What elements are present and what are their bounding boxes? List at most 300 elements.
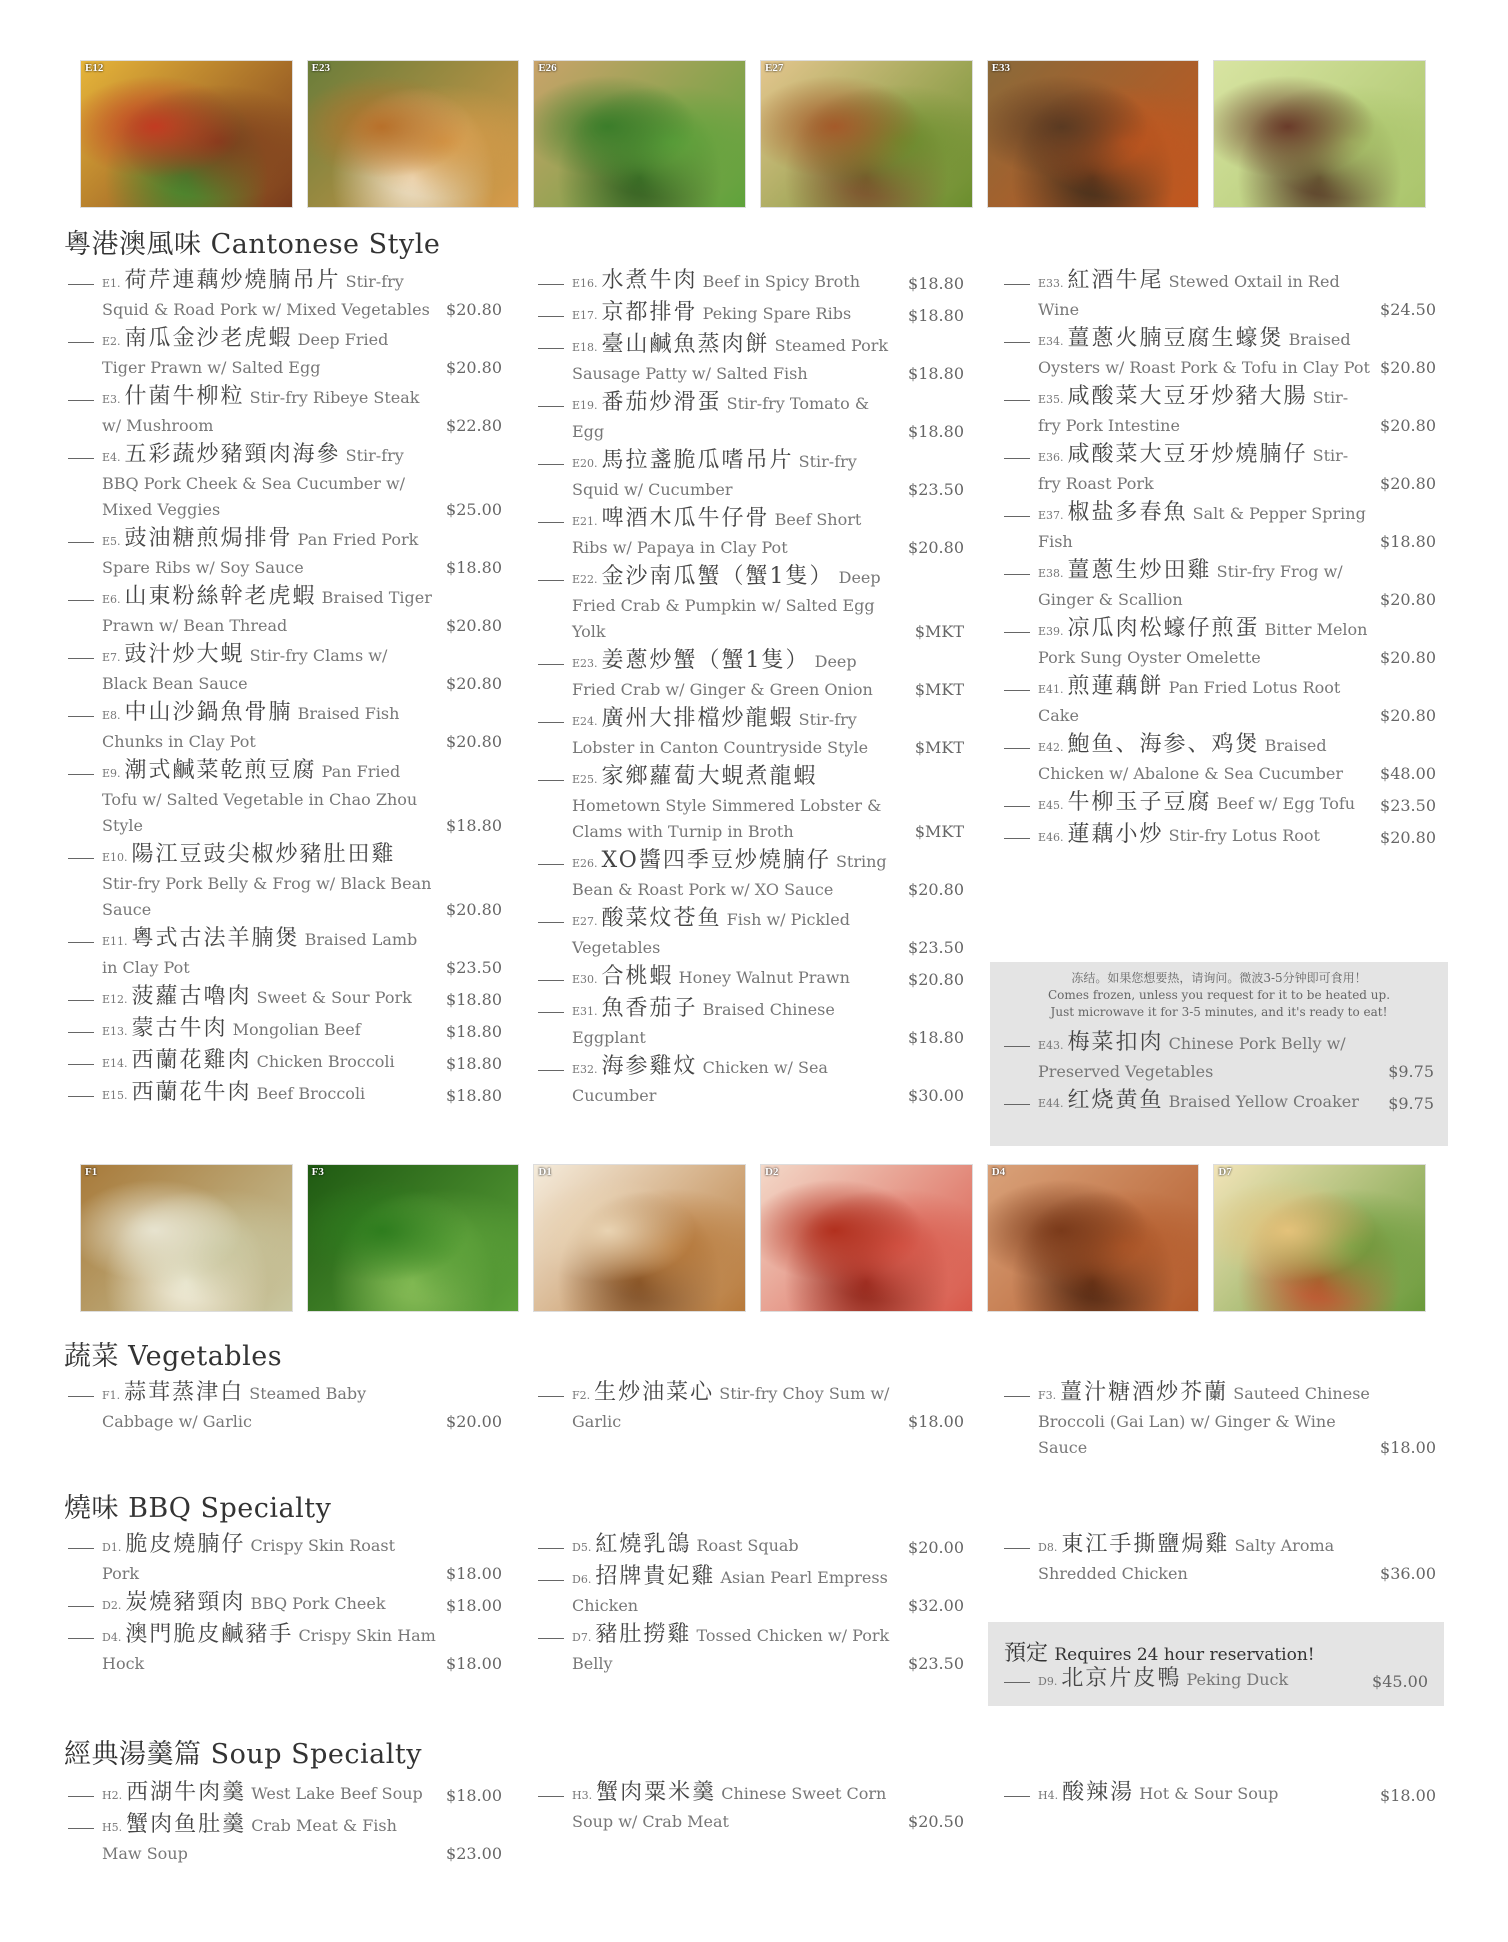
vegetables-column-1 bbox=[68, 1380, 502, 1438]
item-name-en: Salt & Pepper Spring Fish bbox=[1038, 504, 1366, 551]
item-price: $20.80 bbox=[908, 970, 964, 989]
item-name-zh: 合桃蝦 bbox=[601, 964, 674, 989]
item-name-en: Steamed Baby Cabbage w/ Garlic bbox=[102, 1384, 367, 1431]
photo-strip-middle bbox=[80, 1164, 1426, 1312]
item-name-zh: 煎蓮藕餅 bbox=[1067, 674, 1164, 699]
item-name-zh: 海参雞炆 bbox=[601, 1054, 698, 1079]
item-name-en: Salty Aroma Shredded Chicken bbox=[1038, 1536, 1335, 1583]
item-price: $9.75 bbox=[1388, 1062, 1434, 1081]
item-name-zh: 招牌貴妃雞 bbox=[595, 1564, 716, 1589]
item-price: $18.80 bbox=[908, 422, 964, 441]
item-code: E44. bbox=[1038, 1097, 1064, 1110]
order-blank-line[interactable] bbox=[1004, 1046, 1030, 1047]
item-code: E20. bbox=[572, 457, 598, 470]
dish-photo-code: D2 bbox=[765, 1166, 779, 1178]
item-price: $30.00 bbox=[908, 1086, 964, 1105]
item-name-zh: 鮑鱼、海参、鸡煲 bbox=[1067, 732, 1260, 757]
item-name-en: Honey Walnut Prawn bbox=[678, 968, 850, 987]
dish-photo-code: E33 bbox=[991, 62, 1011, 74]
item-name-en: Beef in Spicy Broth bbox=[702, 272, 861, 291]
cantonese-column-2 bbox=[538, 268, 964, 1112]
item-name-en: Crispy Skin Ham Hock bbox=[102, 1626, 436, 1673]
item-code: D9. bbox=[1038, 1675, 1058, 1688]
order-blank-line[interactable] bbox=[538, 406, 564, 407]
item-name-en: Stir-fry Pork Belly & Frog w/ Black Bean Sauce bbox=[102, 874, 432, 919]
item-name-zh: 紅酒牛尾 bbox=[1067, 268, 1164, 293]
item-code: D4. bbox=[102, 1631, 122, 1644]
item-price: $MKT bbox=[914, 738, 964, 757]
dish-photo-code: F3 bbox=[311, 1166, 324, 1178]
order-blank-line[interactable] bbox=[68, 1096, 94, 1097]
order-blank-line[interactable] bbox=[1004, 838, 1030, 839]
menu-item bbox=[68, 442, 502, 523]
item-name-en: Beef w/ Egg Tofu bbox=[1216, 794, 1356, 813]
menu-item bbox=[68, 526, 502, 581]
menu-item bbox=[1004, 500, 1436, 555]
menu-item bbox=[538, 996, 964, 1051]
section-title-soup: 經典湯羹篇 Soup Specialty bbox=[64, 1739, 422, 1770]
order-blank-line[interactable] bbox=[68, 284, 94, 285]
menu-item bbox=[1004, 674, 1436, 729]
item-code: E9. bbox=[102, 767, 121, 780]
dish-photo bbox=[533, 60, 746, 208]
item-code: E13. bbox=[102, 1025, 128, 1038]
item-price: $18.80 bbox=[908, 306, 964, 325]
menu-item bbox=[538, 1780, 964, 1835]
item-code: E1. bbox=[102, 277, 121, 290]
menu-item bbox=[1004, 790, 1436, 819]
section-title-cantonese: 粵港澳風味 Cantonese Style bbox=[64, 229, 441, 260]
item-name-zh: 家鄉蘿蔔大蜆煮龍蝦 bbox=[601, 764, 818, 789]
item-code: E24. bbox=[572, 715, 598, 728]
menu-item bbox=[1004, 732, 1436, 787]
item-name-zh: 什菌牛柳粒 bbox=[124, 384, 245, 409]
item-code: H2. bbox=[102, 1789, 123, 1802]
item-name-en: Braised Oysters w/ Roast Pork & Tofu in Clay Pot bbox=[1038, 330, 1370, 377]
item-name-en: BBQ Pork Cheek bbox=[250, 1594, 386, 1613]
menu-item bbox=[68, 1048, 502, 1077]
item-name-zh: 西蘭花牛肉 bbox=[131, 1080, 252, 1105]
item-price: $23.50 bbox=[908, 480, 964, 499]
item-name-en: Sauteed Chinese Broccoli (Gai Lan) w/ Ginger & Wine Sauce bbox=[1038, 1384, 1370, 1457]
item-price: $18.00 bbox=[1380, 1438, 1436, 1457]
order-blank-line[interactable] bbox=[68, 658, 94, 659]
section-title-vegetables: 蔬菜 Vegetables bbox=[64, 1341, 283, 1372]
item-code: E23. bbox=[572, 657, 598, 670]
dish-photo bbox=[1213, 60, 1426, 208]
order-blank-line[interactable] bbox=[1004, 516, 1030, 517]
item-name-en: Chinese Pork Belly w/ Preserved Vegetables bbox=[1038, 1034, 1346, 1081]
item-price: $18.80 bbox=[1380, 532, 1436, 551]
order-blank-line[interactable] bbox=[68, 458, 94, 459]
order-blank-line[interactable] bbox=[68, 1638, 94, 1639]
menu-item bbox=[68, 1780, 502, 1809]
item-name-en: Peking Spare Ribs bbox=[702, 304, 852, 323]
menu-item bbox=[538, 506, 964, 561]
item-price: $18.80 bbox=[908, 274, 964, 293]
dish-photo-code: D1 bbox=[538, 1166, 552, 1178]
menu-item bbox=[538, 848, 964, 903]
item-price: $18.00 bbox=[446, 1654, 502, 1673]
order-blank-line[interactable] bbox=[1004, 458, 1030, 459]
item-name-zh: 牛柳玉子豆腐 bbox=[1067, 790, 1212, 815]
item-price: $20.80 bbox=[446, 300, 502, 319]
item-code: E14. bbox=[102, 1057, 128, 1070]
item-name-zh: 豉油糖煎焗排骨 bbox=[124, 526, 293, 551]
item-code: F1. bbox=[102, 1389, 121, 1402]
menu-item bbox=[538, 390, 964, 445]
order-blank-line[interactable] bbox=[68, 600, 94, 601]
item-code: E7. bbox=[102, 651, 121, 664]
item-price: $MKT bbox=[914, 622, 964, 641]
item-name-en: Mongolian Beef bbox=[232, 1020, 361, 1039]
item-name-en: Stir-fry Ribeye Steak w/ Mushroom bbox=[102, 388, 420, 435]
item-code: D1. bbox=[102, 1541, 122, 1554]
menu-item bbox=[68, 1622, 502, 1677]
order-blank-line[interactable] bbox=[538, 1638, 564, 1639]
item-code: E43. bbox=[1038, 1039, 1064, 1052]
item-code: E5. bbox=[102, 535, 121, 548]
dish-photo-code: F1 bbox=[85, 1166, 98, 1178]
bbq-column-2 bbox=[538, 1532, 964, 1680]
item-name-zh: 酸菜炆苍鱼 bbox=[601, 906, 722, 931]
menu-item bbox=[538, 564, 964, 645]
item-code: E46. bbox=[1038, 831, 1064, 844]
item-price: $18.80 bbox=[446, 1022, 502, 1041]
dish-photo-code: D7 bbox=[1218, 1166, 1232, 1178]
menu-item bbox=[68, 758, 502, 839]
order-blank-line[interactable] bbox=[1004, 1548, 1030, 1549]
item-name-zh: 豬肚撈雞 bbox=[595, 1622, 692, 1647]
item-name-en: Crispy Skin Roast Pork bbox=[102, 1536, 396, 1583]
item-price: $18.00 bbox=[446, 1564, 502, 1583]
item-name-en: Braised Yellow Croaker bbox=[1168, 1092, 1359, 1111]
item-price: $20.80 bbox=[446, 674, 502, 693]
dish-photo bbox=[987, 60, 1200, 208]
bbq-column-3 bbox=[1004, 1532, 1436, 1590]
item-price: $24.50 bbox=[1380, 300, 1436, 319]
item-name-zh: 五彩蔬炒豬頸肉海參 bbox=[124, 442, 341, 467]
item-name-zh: 北京片皮鴨 bbox=[1061, 1666, 1182, 1691]
order-blank-line[interactable] bbox=[68, 1064, 94, 1065]
item-price: $25.00 bbox=[446, 500, 502, 519]
item-name-en: Braised Fish Chunks in Clay Pot bbox=[102, 704, 400, 751]
menu-item bbox=[1004, 1532, 1436, 1587]
dish-photo-code: E27 bbox=[765, 62, 784, 74]
item-name-zh: 咸酸菜大豆牙炒燒腩仔 bbox=[1067, 442, 1308, 467]
item-name-zh: 薑汁糖酒炒芥蘭 bbox=[1060, 1380, 1229, 1405]
item-name-en: Stir-fry Pork Intestine bbox=[1038, 388, 1349, 435]
item-name-en: Stir-fry Choy Sum w/ Garlic bbox=[572, 1384, 890, 1431]
menu-item bbox=[538, 1054, 964, 1109]
item-name-zh: 梅菜扣肉 bbox=[1067, 1030, 1164, 1055]
item-name-zh: 薑蔥生炒田雞 bbox=[1067, 558, 1212, 583]
order-blank-line[interactable] bbox=[68, 942, 94, 943]
item-name-zh: 中山沙鍋魚骨腩 bbox=[124, 700, 293, 725]
item-code: H5. bbox=[102, 1821, 123, 1834]
item-name-en: Pan Fried Pork Spare Ribs w/ Soy Sauce bbox=[102, 530, 419, 577]
item-name-en: Roast Squab bbox=[696, 1536, 799, 1555]
order-blank-line[interactable] bbox=[538, 722, 564, 723]
item-code: H4. bbox=[1038, 1789, 1059, 1802]
order-blank-line[interactable] bbox=[1004, 1796, 1030, 1797]
order-blank-line[interactable] bbox=[538, 1396, 564, 1397]
order-blank-line[interactable] bbox=[68, 1396, 94, 1397]
frozen-note-en-2: Just microwave it for 3-5 minutes, and it's ready to eat! bbox=[1050, 1005, 1388, 1019]
item-price: $20.50 bbox=[908, 1812, 964, 1831]
menu-item bbox=[1004, 1088, 1434, 1117]
order-blank-line[interactable] bbox=[538, 464, 564, 465]
item-code: E39. bbox=[1038, 625, 1064, 638]
item-code: E25. bbox=[572, 773, 598, 786]
item-name-zh: 京都排骨 bbox=[601, 300, 698, 325]
item-price: $9.75 bbox=[1388, 1094, 1434, 1113]
cantonese-column-1 bbox=[68, 268, 502, 1112]
order-blank-line[interactable] bbox=[68, 774, 94, 775]
order-blank-line[interactable] bbox=[1004, 342, 1030, 343]
order-blank-line[interactable] bbox=[1004, 1682, 1030, 1683]
item-code: E22. bbox=[572, 573, 598, 586]
item-name-en: Bitter Melon Pork Sung Oyster Omelette bbox=[1038, 620, 1368, 667]
dish-photo bbox=[307, 60, 520, 208]
item-price: $18.80 bbox=[446, 558, 502, 577]
item-name-en: Fish w/ Pickled Vegetables bbox=[572, 910, 850, 957]
dish-photo bbox=[760, 60, 973, 208]
menu-item bbox=[538, 706, 964, 761]
order-blank-line[interactable] bbox=[68, 542, 94, 543]
item-code: D2. bbox=[102, 1599, 122, 1612]
menu-item bbox=[68, 1016, 502, 1045]
menu-item bbox=[538, 1622, 964, 1677]
item-code: E30. bbox=[572, 973, 598, 986]
menu-item bbox=[1004, 558, 1436, 613]
dish-photo bbox=[533, 1164, 746, 1312]
frozen-items-box bbox=[990, 962, 1448, 1146]
frozen-note-zh: 冻结。如果您想要热，请询问。微波3-5分钟即可食用！ bbox=[1071, 971, 1367, 985]
item-name-zh: 薑蔥火腩豆腐生蠔煲 bbox=[1067, 326, 1284, 351]
order-blank-line[interactable] bbox=[538, 1548, 564, 1549]
menu-item bbox=[68, 1532, 502, 1587]
item-name-en: Chicken Broccoli bbox=[256, 1052, 395, 1071]
item-name-en: Stewed Oxtail in Red Wine bbox=[1038, 272, 1340, 319]
order-blank-line[interactable] bbox=[68, 1032, 94, 1033]
item-code: D8. bbox=[1038, 1541, 1058, 1554]
item-name-en: Braised Chinese Eggplant bbox=[572, 1000, 835, 1047]
item-name-zh: 蒜茸蒸津白 bbox=[124, 1380, 245, 1405]
order-blank-line[interactable] bbox=[1004, 806, 1030, 807]
item-code: F2. bbox=[572, 1389, 591, 1402]
menu-item bbox=[1004, 1380, 1436, 1461]
item-name-zh: 馬拉盞脆瓜嗜吊片 bbox=[601, 448, 794, 473]
item-name-en: Pan Fried Lotus Root Cake bbox=[1038, 678, 1341, 725]
order-blank-line[interactable] bbox=[1004, 574, 1030, 575]
item-code: E41. bbox=[1038, 683, 1064, 696]
item-code: E18. bbox=[572, 341, 598, 354]
reservation-box bbox=[988, 1622, 1444, 1706]
order-blank-line[interactable] bbox=[538, 980, 564, 981]
item-name-en: Stir-fry Lotus Root bbox=[1168, 826, 1320, 845]
item-price: $45.00 bbox=[1372, 1672, 1428, 1691]
order-blank-line[interactable] bbox=[538, 316, 564, 317]
item-name-en: Steamed Pork Sausage Patty w/ Salted Fish bbox=[572, 336, 889, 383]
order-blank-line[interactable] bbox=[68, 858, 94, 859]
order-blank-line[interactable] bbox=[538, 284, 564, 285]
item-code: E10. bbox=[102, 851, 128, 864]
menu-item bbox=[68, 926, 502, 981]
order-blank-line[interactable] bbox=[68, 342, 94, 343]
order-blank-line[interactable] bbox=[1004, 1396, 1030, 1397]
order-blank-line[interactable] bbox=[1004, 400, 1030, 401]
menu-item bbox=[538, 1532, 964, 1561]
item-price: $32.00 bbox=[908, 1596, 964, 1615]
soup-column-2 bbox=[538, 1780, 964, 1838]
order-blank-line[interactable] bbox=[1004, 748, 1030, 749]
item-name-zh: 陽江豆豉尖椒炒豬肚田雞 bbox=[131, 842, 396, 867]
item-name-zh: 豉汁炒大蜆 bbox=[124, 642, 245, 667]
item-name-zh: 廣州大排檔炒龍蝦 bbox=[601, 706, 794, 731]
order-blank-line[interactable] bbox=[538, 922, 564, 923]
item-code: E36. bbox=[1038, 451, 1064, 464]
item-code: D7. bbox=[572, 1631, 592, 1644]
item-code: E11. bbox=[102, 935, 128, 948]
item-code: F3. bbox=[1038, 1389, 1057, 1402]
dish-photo bbox=[760, 1164, 973, 1312]
order-blank-line[interactable] bbox=[68, 716, 94, 717]
item-price: $20.80 bbox=[446, 358, 502, 377]
order-blank-line[interactable] bbox=[1004, 690, 1030, 691]
order-blank-line[interactable] bbox=[68, 1828, 94, 1829]
menu-item bbox=[68, 642, 502, 697]
order-blank-line[interactable] bbox=[68, 1796, 94, 1797]
order-blank-line[interactable] bbox=[538, 348, 564, 349]
item-name-zh: 生炒油菜心 bbox=[594, 1380, 715, 1405]
item-price: $20.80 bbox=[446, 732, 502, 751]
item-price: $20.80 bbox=[1380, 474, 1436, 493]
item-price: $20.80 bbox=[446, 616, 502, 635]
order-blank-line[interactable] bbox=[538, 1070, 564, 1071]
item-name-zh: 水煮牛肉 bbox=[601, 268, 698, 293]
item-code: E26. bbox=[572, 857, 598, 870]
menu-item bbox=[68, 268, 502, 323]
item-price: $20.80 bbox=[1380, 590, 1436, 609]
item-name-zh: 荷芹連藕炒燒腩吊片 bbox=[124, 268, 341, 293]
dish-photo-code: E26 bbox=[538, 62, 557, 74]
item-name-zh: 潮式鹹菜乾煎豆腐 bbox=[124, 758, 317, 783]
item-code: E8. bbox=[102, 709, 121, 722]
order-blank-line[interactable] bbox=[68, 1548, 94, 1549]
menu-item bbox=[538, 764, 964, 845]
dish-photo bbox=[1213, 1164, 1426, 1312]
order-blank-line[interactable] bbox=[68, 1000, 94, 1001]
item-name-en: Braised Tiger Prawn w/ Bean Thread bbox=[102, 588, 432, 635]
item-code: E17. bbox=[572, 309, 598, 322]
reservation-en: Requires 24 hour reservation! bbox=[1054, 1645, 1315, 1665]
menu-item bbox=[1004, 1030, 1434, 1085]
menu-item bbox=[1004, 1666, 1428, 1695]
item-price: $20.80 bbox=[908, 538, 964, 557]
item-code: E32. bbox=[572, 1063, 598, 1076]
item-price: $20.80 bbox=[1380, 358, 1436, 377]
dish-photo bbox=[307, 1164, 520, 1312]
item-code: E42. bbox=[1038, 741, 1064, 754]
item-name-zh: 澳門脆皮鹹豬手 bbox=[125, 1622, 294, 1647]
item-price: $18.00 bbox=[908, 1412, 964, 1431]
item-name-zh: 山東粉絲幹老虎蝦 bbox=[124, 584, 317, 609]
item-name-en: Stir-fry Frog w/ Ginger & Scallion bbox=[1038, 562, 1343, 609]
item-name-en: Stir-fry Lobster in Canton Countryside Style bbox=[572, 710, 869, 757]
menu-item bbox=[538, 448, 964, 503]
item-code: H3. bbox=[572, 1789, 593, 1802]
item-code: E4. bbox=[102, 451, 121, 464]
item-price: $18.80 bbox=[446, 816, 502, 835]
item-code: E27. bbox=[572, 915, 598, 928]
item-name-zh: 炭燒豬頸肉 bbox=[125, 1590, 246, 1615]
menu-item bbox=[538, 300, 964, 329]
item-name-zh: 菠蘿古嚕肉 bbox=[131, 984, 252, 1009]
item-name-zh: 西湖牛肉羹 bbox=[126, 1780, 247, 1805]
item-name-zh: 蓮藕小炒 bbox=[1067, 822, 1164, 847]
item-name-en: Deep Fried Crab w/ Ginger & Green Onion bbox=[572, 652, 873, 699]
item-name-zh: 紅燒乳鴿 bbox=[595, 1532, 692, 1557]
item-name-zh: 咸酸菜大豆牙炒豬大腸 bbox=[1067, 384, 1308, 409]
order-blank-line[interactable] bbox=[68, 400, 94, 401]
order-blank-line[interactable] bbox=[538, 1012, 564, 1013]
item-price: $20.80 bbox=[446, 900, 502, 919]
order-blank-line[interactable] bbox=[538, 1796, 564, 1797]
item-name-en: Stir-fry Roast Pork bbox=[1038, 446, 1349, 493]
item-code: E31. bbox=[572, 1005, 598, 1018]
order-blank-line[interactable] bbox=[538, 580, 564, 581]
order-blank-line[interactable] bbox=[1004, 284, 1030, 285]
item-name-zh: 臺山鹹魚蒸肉餅 bbox=[601, 332, 770, 357]
item-price: $20.80 bbox=[908, 880, 964, 899]
menu-item bbox=[1004, 268, 1436, 323]
order-blank-line[interactable] bbox=[68, 1606, 94, 1607]
order-blank-line[interactable] bbox=[1004, 1104, 1030, 1105]
order-blank-line[interactable] bbox=[538, 780, 564, 781]
item-name-en: Tossed Chicken w/ Pork Belly bbox=[572, 1626, 890, 1673]
order-blank-line[interactable] bbox=[538, 522, 564, 523]
menu-item bbox=[538, 1564, 964, 1619]
reservation-zh: 預定 bbox=[1004, 1641, 1049, 1666]
item-price: $18.00 bbox=[1380, 1786, 1436, 1805]
item-name-en: Sweet & Sour Pork bbox=[256, 988, 412, 1007]
order-blank-line[interactable] bbox=[538, 1580, 564, 1581]
order-blank-line[interactable] bbox=[538, 664, 564, 665]
item-name-zh: 酸辣湯 bbox=[1062, 1780, 1135, 1805]
menu-item bbox=[538, 964, 964, 993]
item-name-en: West Lake Beef Soup bbox=[251, 1784, 423, 1803]
item-code: E3. bbox=[102, 393, 121, 406]
soup-column-1 bbox=[68, 1780, 502, 1870]
item-name-en: Crab Meat & Fish Maw Soup bbox=[102, 1816, 397, 1863]
order-blank-line[interactable] bbox=[1004, 632, 1030, 633]
item-code: E45. bbox=[1038, 799, 1064, 812]
item-name-en: Hometown Style Simmered Lobster & Clams with Turnip in Broth bbox=[572, 796, 882, 841]
cantonese-column-3 bbox=[1004, 268, 1436, 854]
item-price: $18.80 bbox=[446, 1054, 502, 1073]
item-price: $23.00 bbox=[446, 1844, 502, 1863]
reservation-heading bbox=[1004, 1636, 1315, 1667]
item-code: E38. bbox=[1038, 567, 1064, 580]
item-code: E6. bbox=[102, 593, 121, 606]
item-price: $23.50 bbox=[446, 958, 502, 977]
item-name-zh: 椒盐多春魚 bbox=[1067, 500, 1188, 525]
item-name-en: Pan Fried Tofu w/ Salted Vegetable in Chao Zhou Style bbox=[102, 762, 418, 835]
item-price: $48.00 bbox=[1380, 764, 1436, 783]
item-price: $18.80 bbox=[908, 1028, 964, 1047]
order-blank-line[interactable] bbox=[538, 864, 564, 865]
